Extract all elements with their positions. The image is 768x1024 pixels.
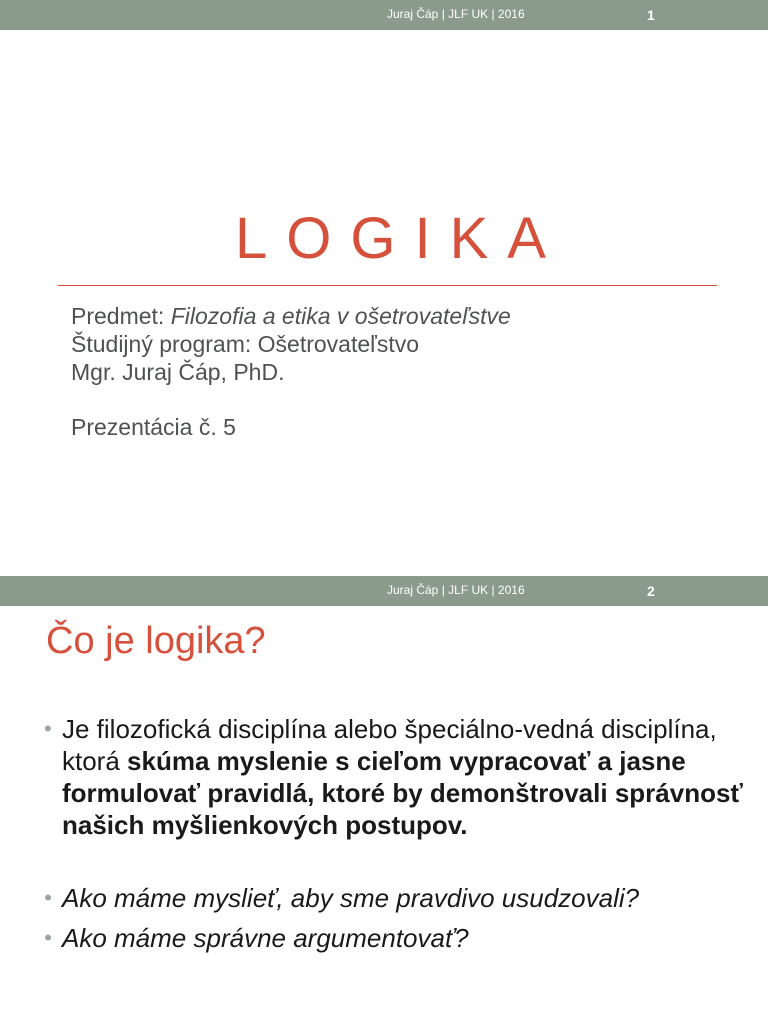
spacer	[71, 386, 511, 413]
author-line: Mgr. Juraj Čáp, PhD.	[71, 359, 285, 385]
subject-label: Predmet:	[71, 303, 171, 329]
slide-title: LOGIKA	[235, 206, 565, 271]
title-divider	[58, 285, 717, 286]
subject-line	[71, 302, 511, 330]
subject-value: Filozofia a etika v ošetrovateľstve	[170, 303, 511, 329]
slide-footer-text: Juraj Čáp | JLF UK | 2016	[387, 583, 525, 597]
slide-header-bar	[0, 0, 768, 30]
slide-number: 1	[647, 7, 655, 23]
bullet-text-plain: Je filozofická disciplína alebo špeciálno-vedná disciplína, ktorá	[62, 714, 717, 776]
slide-2	[0, 576, 768, 1024]
bullet-dot-icon: •	[44, 716, 52, 741]
bullet-text: Ako máme myslieť, aby sme pravdivo usudzovali?	[62, 883, 640, 913]
subtitle-block	[71, 302, 511, 441]
slide-title: Čo je logika?	[46, 620, 266, 662]
slide-header-bar	[0, 576, 768, 606]
bullet-dot-icon: •	[44, 885, 52, 910]
list-item	[44, 922, 744, 954]
slide-number: 2	[647, 583, 655, 599]
bullet-text-bold: skúma myslenie s cieľom vypracovať a jasne formulovať pravidlá, ktoré by demonštrovali správnosť našich myšlienkových postupov.	[62, 746, 743, 840]
bullet-text: Ako máme správne argumentovať?	[62, 923, 469, 953]
program-line: Študijný program: Ošetrovateľstvo	[71, 331, 420, 357]
bullet-list	[44, 713, 744, 954]
slide-footer-text: Juraj Čáp | JLF UK | 2016	[387, 7, 525, 21]
presentation-line: Prezentácia č. 5	[71, 414, 236, 440]
list-item	[44, 713, 744, 841]
bullet-dot-icon: •	[44, 925, 52, 950]
list-item	[44, 882, 744, 914]
